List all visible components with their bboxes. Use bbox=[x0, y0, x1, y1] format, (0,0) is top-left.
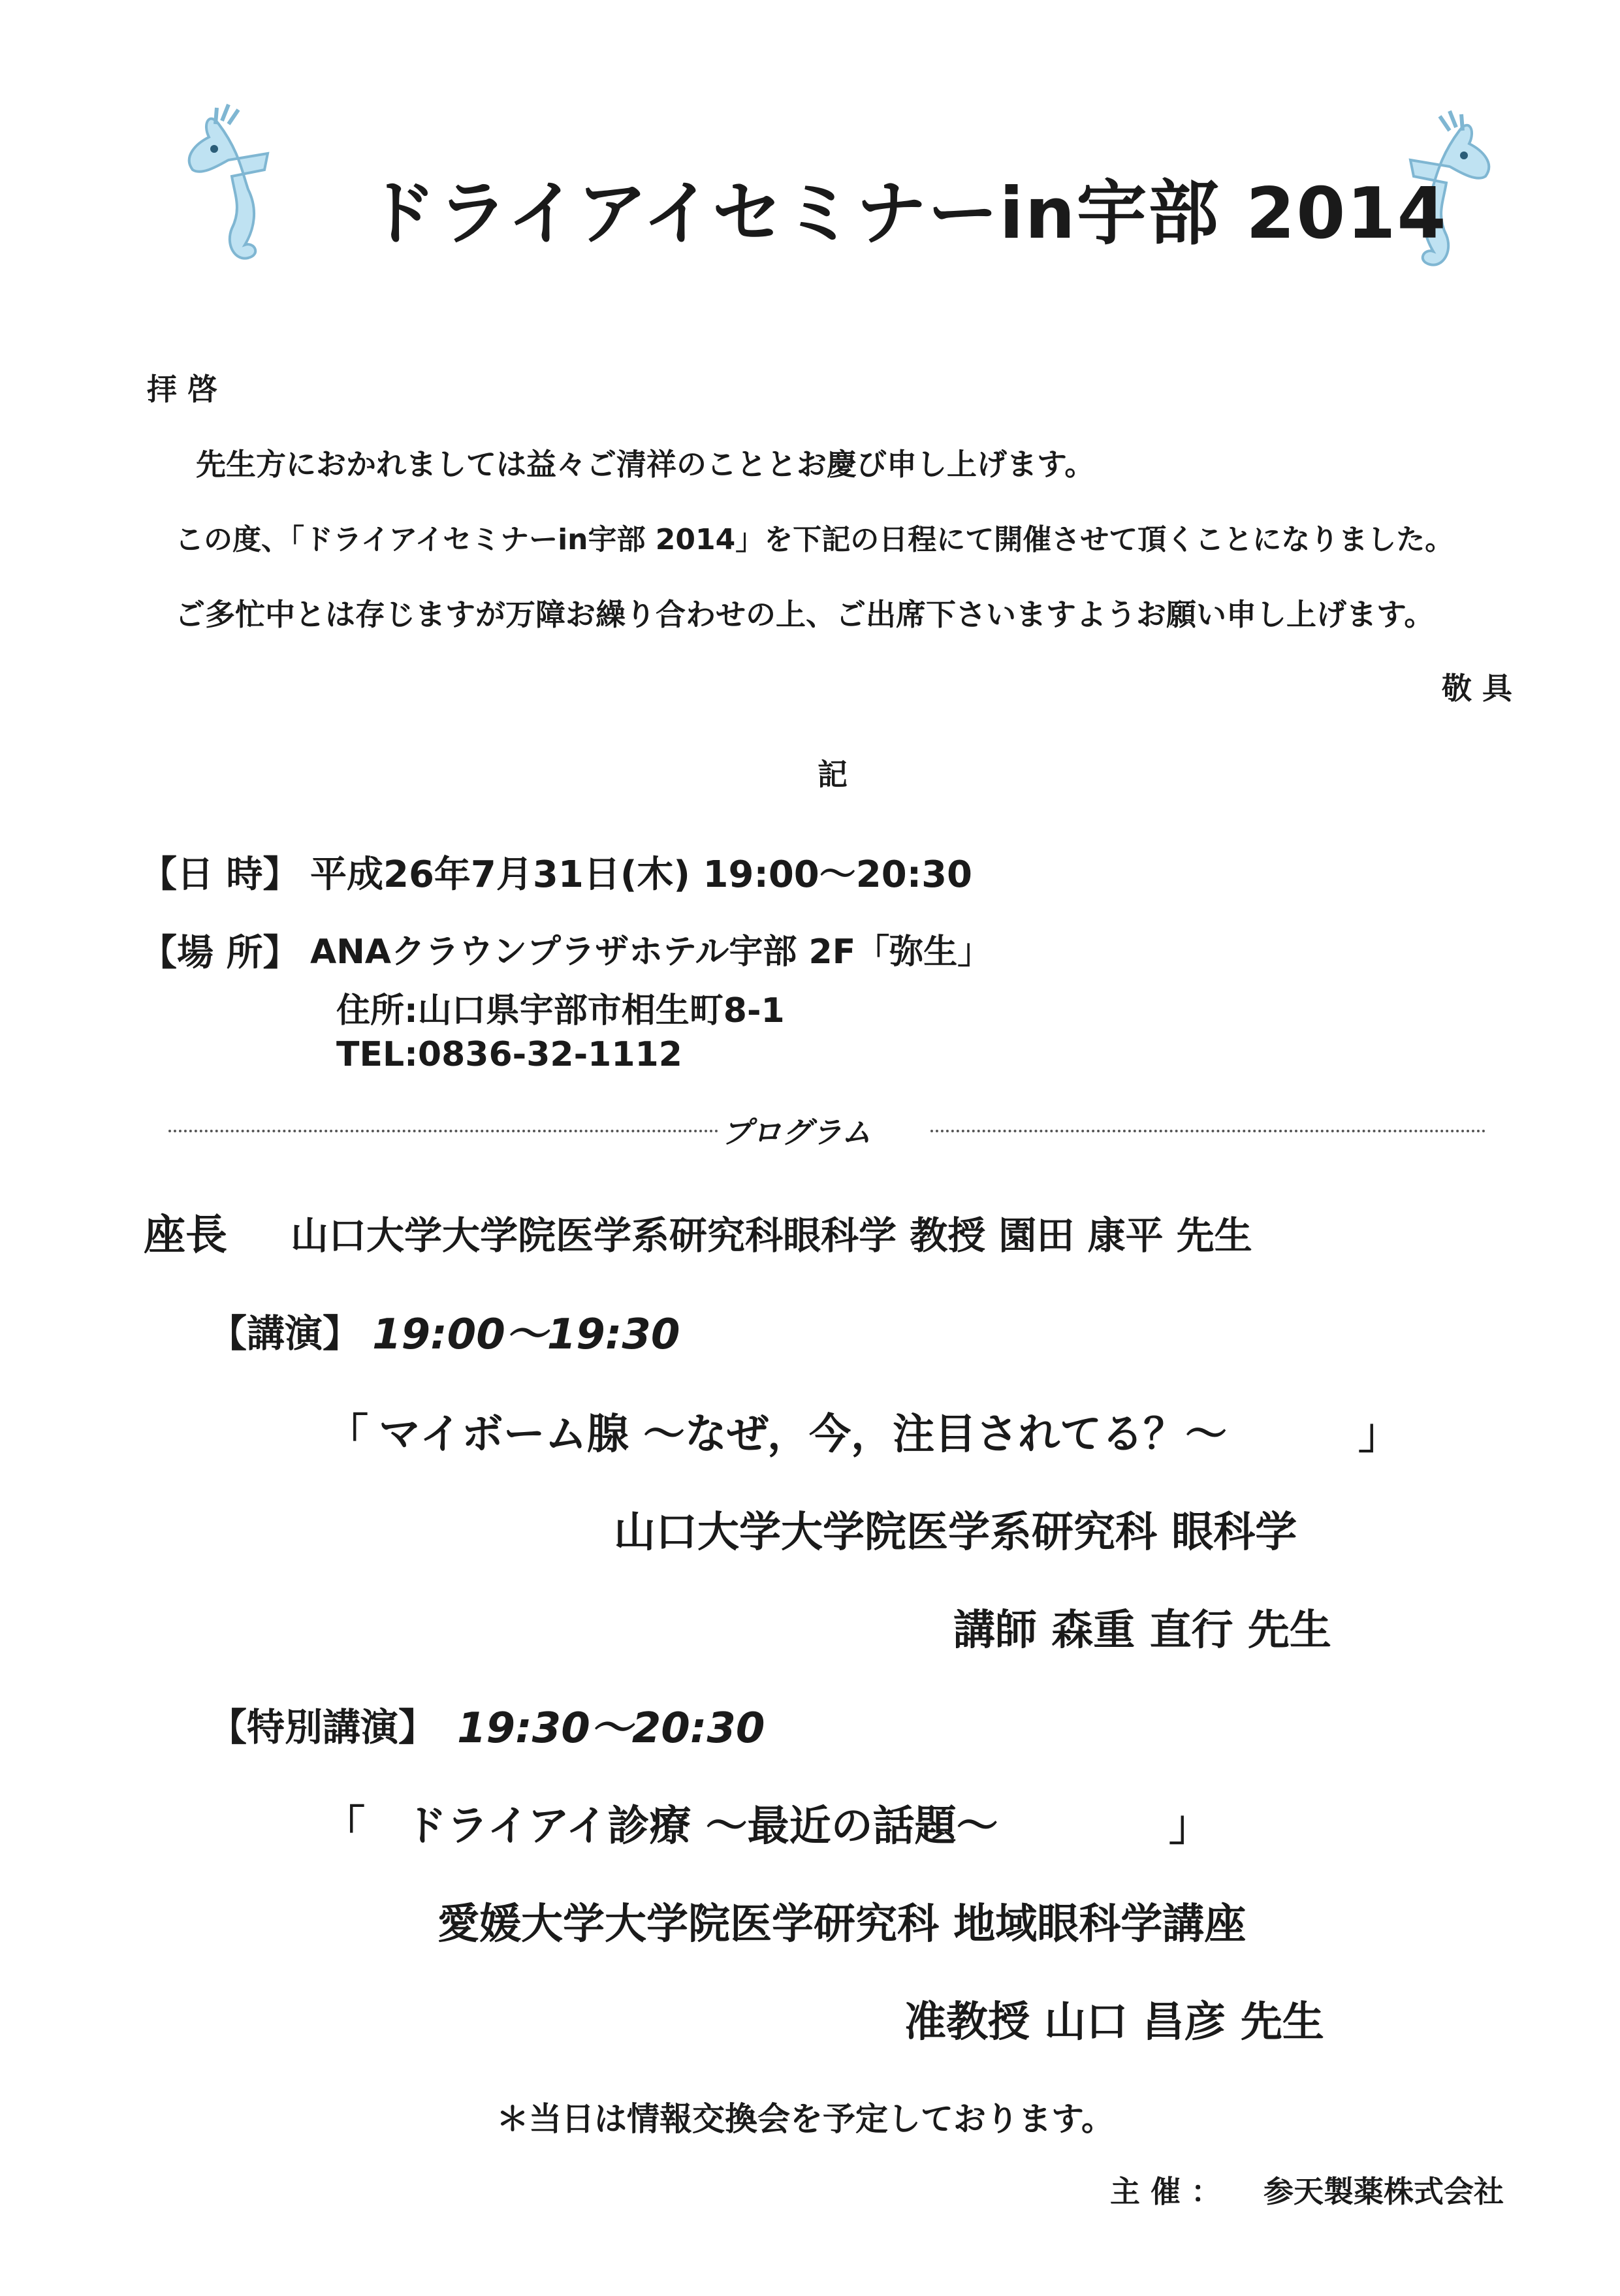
lecture-speaker: 講師 森重 直行 先生 bbox=[953, 1606, 1331, 1655]
address: 住所:山口県宇部市相生町8-1 bbox=[336, 991, 785, 1030]
sponsor-name: 参天製薬株式会社 bbox=[1263, 2174, 1504, 2209]
program-heading: プログラム bbox=[722, 1115, 872, 1150]
divider-right bbox=[930, 1130, 1485, 1132]
ki-heading: 記 bbox=[818, 757, 848, 792]
special-lecture-affiliation: 愛媛大学大学院医学研究科 地域眼科学講座 bbox=[437, 1900, 1247, 1949]
special-lecture-label: 【特別講演】 bbox=[209, 1705, 437, 1749]
sponsor-label: 主 催 ： bbox=[1110, 2174, 1222, 2209]
lecture-title: マイボーム腺 ～なぜ，今，注目されてる？～ bbox=[379, 1411, 1228, 1459]
special-lecture-close-bracket: 」 bbox=[1169, 1802, 1211, 1851]
lecture-label: 【講演】 bbox=[209, 1311, 361, 1356]
lecture-affiliation: 山口大学大学院医学系研究科 眼科学 bbox=[614, 1508, 1297, 1557]
lecture-time: 19:00～19:30 bbox=[372, 1311, 680, 1359]
divider-left bbox=[168, 1130, 718, 1132]
chair-label: 座長 bbox=[144, 1211, 227, 1260]
special-lecture-time: 19:30～20:30 bbox=[457, 1704, 765, 1753]
lecture-close-bracket: 」 bbox=[1358, 1411, 1400, 1459]
seahorse-icon-left bbox=[157, 98, 287, 287]
lecture-open-bracket: 「 bbox=[326, 1411, 368, 1459]
special-lecture-title: ドライアイ診療 ～最近の話題～ bbox=[405, 1802, 998, 1851]
place-label: 【場 所】 bbox=[140, 932, 300, 974]
greeting-closing: 敬 具 bbox=[1442, 671, 1513, 706]
greeting-line-3: ご多忙中とは存じますが万障お繰り合わせの上、ご出席下さいますようお願い申し上げます。 bbox=[175, 597, 1435, 632]
place-value: ANAクラウンプラザホテル宇部 2F「弥生」 bbox=[310, 933, 992, 972]
greeting-line-2: この度、「ドライアイセミナーin宇部 2014」を下記の日程にて開催させて頂くことになりました。 bbox=[175, 523, 1454, 556]
chair-name: 山口大学大学院医学系研究科眼科学 教授 園田 康平 先生 bbox=[291, 1213, 1252, 1258]
date-value: 平成26年7月31日(木) 19:00～20:30 bbox=[310, 853, 973, 896]
telephone: TEL:0836-32-1112 bbox=[336, 1035, 682, 1074]
special-lecture-speaker: 准教授 山口 昌彦 先生 bbox=[904, 1998, 1324, 2047]
note: ＊当日は情報交換会を予定しております。 bbox=[496, 2100, 1114, 2138]
special-lecture-open-bracket: 「 bbox=[323, 1802, 365, 1851]
date-label: 【日 時】 bbox=[140, 853, 300, 896]
page-title: ドライアイセミナーin宇部 2014 bbox=[366, 173, 1448, 255]
greeting-opening: 拝 啓 bbox=[147, 372, 218, 407]
greeting-line-1: 先生方におかれましては益々ご清祥のこととお慶び申し上げます。 bbox=[196, 447, 1095, 482]
